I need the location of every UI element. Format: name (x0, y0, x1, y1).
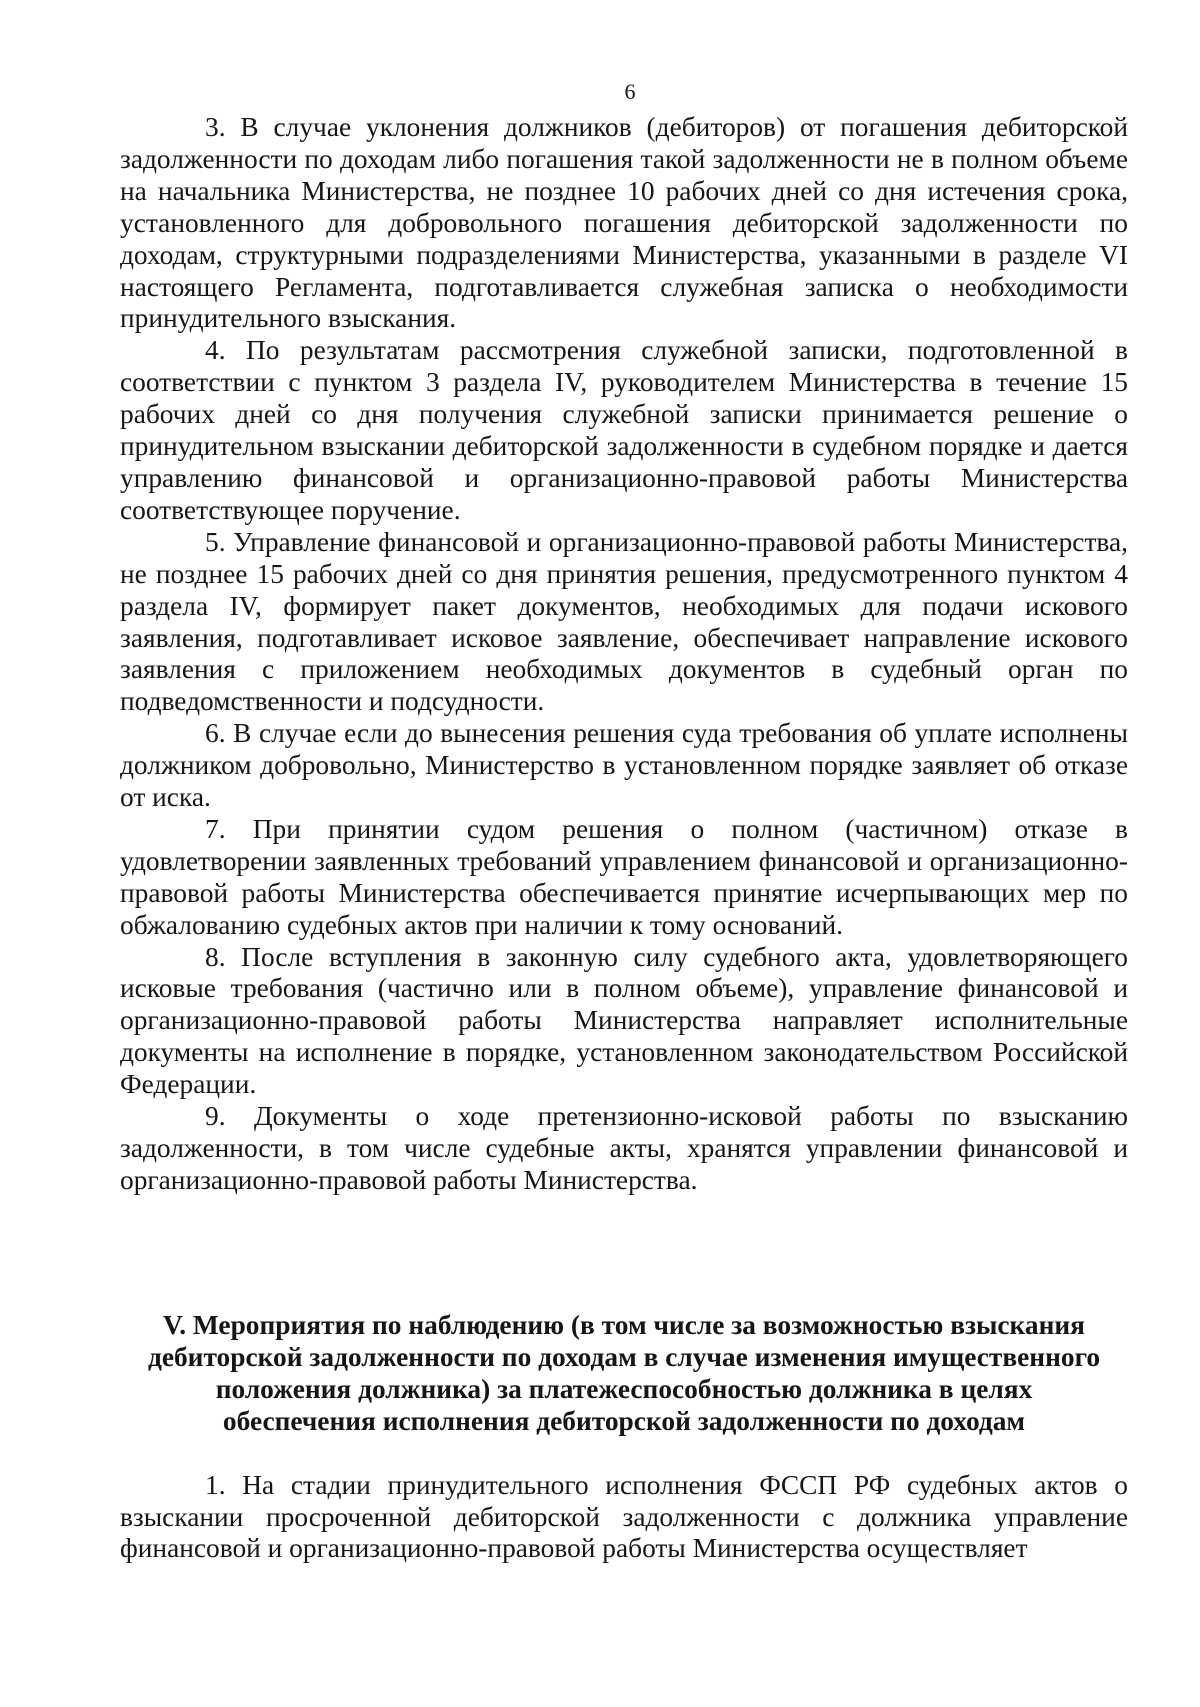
paragraph-9: 9. Документы о ходе претензионно-исковой работы по взысканию задолженности, в том числе судебные акты, хранятся управлении финансовой и организационно-правовой работы Министерства. (120, 1101, 1128, 1195)
paragraph-6: 6. В случае если до вынесения решения суда требования об уплате исполнены должником добровольно, Министерство в установленном порядке заявляет об отказе от иска. (120, 718, 1128, 813)
paragraph-3: 3. В случае уклонения должников (дебиторов) от погашения дебиторской задолженности по доходам либо погашения такой задолженности не в полном объеме на начальника Министерства, не позднее 10 рабочих дней со дня истечения срока, установленного для добровольного погашения дебиторской задолженности по доходам, структурными подразделениями Министерства, указанными в разделе VI настоящего Регламента, подготавливается служебная записка о необходимости принудительного взыскания. (120, 112, 1128, 334)
paragraph-4: 4. По результатам рассмотрения служебной записки, подготовленной в соответствии с пунктом 3 раздела IV, руководителем Министерства в течение 15 рабочих дней со дня получения служебной записки принимается решение о принудительном взыскании дебиторской задолженности в судебном порядке и дается управлению финансовой и организационно-правовой работы Министерства соответствующее поручение. (120, 335, 1128, 525)
paragraph-5: 5. Управление финансовой и организационно-правовой работы Министерства, не позднее 15 рабочих дней со дня принятия решения, предусмотренного пунктом 4 раздела IV, формирует пакет документов, необходимых для подачи искового заявления, подготавливает исковое заявление, обеспечивает направление искового заявления с приложением необходимых документов в судебный орган по подведомственности и подсудности. (120, 526, 1128, 717)
page-number: 6 (624, 79, 636, 104)
section-iv-body (120, 112, 1128, 1197)
paragraph-8: 8. После вступления в законную силу судебного акта, удовлетворяющего исковые требования (частично или в полном объеме), управление финансовой и организационно-правовой работы Министерства направляет исполнительные документы на исполнение в порядке, установленном законодательством Российской Федерации. (120, 941, 1128, 1100)
section-v-paragraph-1: 1. На стадии принудительного исполнения ФССП РФ судебных актов о взыскании просроченной дебиторской задолженности с должника управление финансовой и организационно-правовой работы Министерства осуществляет (120, 1469, 1128, 1564)
paragraph-7: 7. При принятии судом решения о полном (частичном) отказе в удовлетворении заявленных требований управлением финансовой и организационно-правовой работы Министерства обеспечивается принятие исчерпывающих мер по обжалованию судебных актов при наличии к тому оснований. (120, 813, 1128, 940)
section-v-heading: V. Мероприятия по наблюдению (в том числе за возможностью взыскания дебиторской задолженности по доходам в случае изменения имущественного положения должника) за платежеспособностью должника в целях обеспечения исполнения дебиторской задолженности по доходам (147, 1310, 1101, 1436)
section-v (120, 1310, 1128, 1565)
